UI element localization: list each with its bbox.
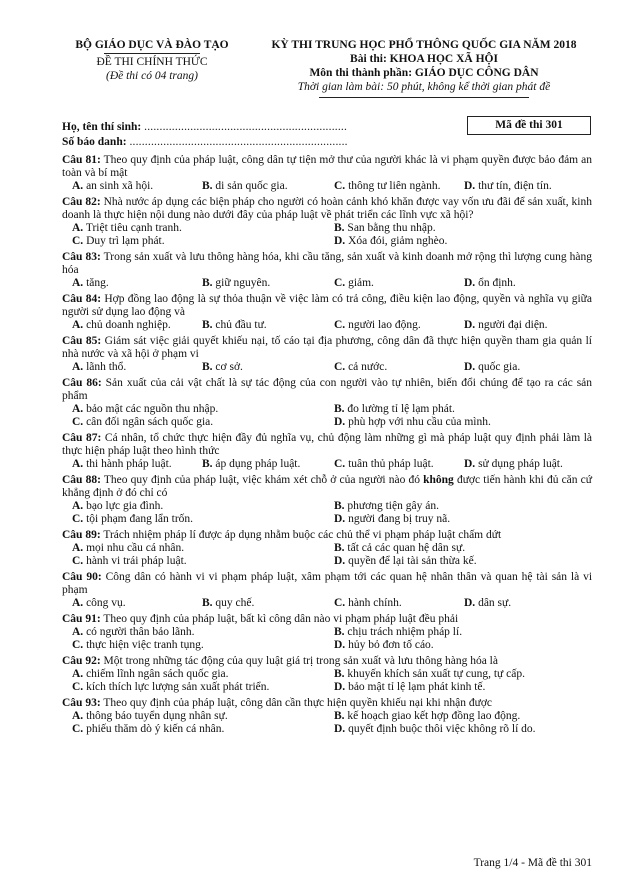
answer-option[interactable] (72, 723, 224, 736)
option-row (62, 681, 592, 694)
question-stem (62, 571, 592, 597)
option-key: A. (72, 319, 84, 331)
option-key: C. (72, 416, 84, 428)
official-label: ĐỀ THI CHÍNH THỨC (96, 56, 208, 68)
question-text: Trách nhiệm pháp lí được áp dụng nhằm buộc các chủ thể vi phạm pháp luật chấm dứt (103, 529, 502, 541)
option-text: chủ doanh nghiệp. (86, 319, 171, 331)
option-text: thông báo tuyển dụng nhân sự. (86, 710, 228, 722)
option-key: A. (72, 361, 84, 373)
option-key: C. (72, 235, 84, 247)
option-row (62, 597, 592, 610)
option-text: có người thân bảo lãnh. (86, 626, 195, 638)
question-text: Theo quy định của pháp luật, việc khám xét chỗ ở của người nào đó (103, 474, 424, 486)
question-number: Câu 81: (62, 154, 101, 166)
ministry-header (52, 38, 252, 83)
answer-option[interactable] (334, 555, 477, 568)
option-text: phù hợp với nhu cầu của mình. (348, 416, 491, 428)
option-text: hành chính. (348, 597, 402, 609)
ministry-name: BỘ GIÁO DỤC VÀ ĐÀO TẠO (75, 39, 229, 51)
option-key: A. (72, 458, 84, 470)
option-text: hủy bỏ đơn tố cáo. (348, 639, 434, 651)
option-key: D. (464, 458, 476, 470)
option-key: A. (72, 277, 84, 289)
question-text: Theo quy định của pháp luật, bất kì công dân nào vi phạm pháp luật đều phải (103, 613, 459, 625)
exam-section: Bài thi: KHOA HỌC XÃ HỘI (350, 53, 498, 65)
answer-option[interactable] (72, 513, 193, 526)
option-text: bạo lực gia đình. (86, 500, 164, 512)
question-number: Câu 88: (62, 474, 101, 486)
answer-option[interactable] (334, 681, 485, 694)
option-key: A. (72, 668, 84, 680)
exam-code-box: Mã đề thi 301 (467, 116, 591, 135)
question-block (62, 154, 592, 193)
question-block (62, 196, 592, 248)
option-row (62, 416, 592, 429)
page-footer: Trang 1/4 - Mã đề thi 301 (473, 857, 592, 869)
option-text: tội phạm đang lẩn trốn. (86, 513, 194, 525)
question-text: Công dân có hành vi vi phạm pháp luật, xâm phạm tới các quan hệ nhân thân và quan hệ tài sản là vi phạm (62, 571, 593, 596)
option-text: giữ nguyên. (215, 277, 271, 289)
question-block (62, 293, 592, 332)
answer-option[interactable] (72, 668, 229, 681)
option-row (62, 626, 592, 639)
question-emphasis: không (423, 474, 454, 486)
question-text: Theo quy định của pháp luật, công dân cần thực hiện quyền khiếu nại khi nhận được (103, 697, 493, 709)
answer-option[interactable] (464, 361, 520, 374)
option-key: A. (72, 222, 84, 234)
question-stem (62, 655, 592, 668)
option-key: D. (334, 416, 346, 428)
question-text: Một trong những tác động của quy luật giá trị trong sản xuất và lưu thông hàng hóa là (103, 655, 498, 667)
option-text: người đại diện. (478, 319, 548, 331)
answer-option[interactable] (202, 361, 243, 374)
question-stem (62, 377, 592, 403)
answer-option[interactable] (334, 416, 491, 429)
option-row (62, 555, 592, 568)
answer-option[interactable] (72, 626, 195, 639)
option-key: A. (72, 500, 84, 512)
question-list (62, 154, 592, 739)
answer-option[interactable] (72, 361, 126, 374)
option-text: người đang bị truy nã. (348, 513, 451, 525)
option-text: an sinh xã hội. (86, 180, 154, 192)
question-stem (62, 293, 592, 319)
option-text: Xóa đói, giảm nghèo. (348, 235, 448, 247)
option-key: C. (72, 555, 84, 567)
option-key: C. (334, 277, 346, 289)
question-block (62, 251, 592, 290)
option-text: thư tín, điện tín. (478, 180, 552, 192)
answer-option[interactable] (202, 597, 254, 610)
question-number: Câu 92: (62, 655, 101, 667)
option-text: quốc gia. (478, 361, 521, 373)
question-stem (62, 251, 592, 277)
option-text: lãnh thổ. (86, 361, 127, 373)
option-key: B. (334, 500, 345, 512)
question-block (62, 655, 592, 694)
option-key: B. (202, 319, 213, 331)
question-stem (62, 432, 592, 458)
answer-option[interactable] (464, 319, 548, 332)
question-number: Câu 84: (62, 293, 102, 305)
option-key: D. (464, 277, 476, 289)
answer-option[interactable] (72, 319, 171, 332)
question-block (62, 432, 592, 471)
option-key: D. (464, 597, 476, 609)
question-number: Câu 93: (62, 697, 101, 709)
option-text: chịu trách nhiệm pháp lí. (347, 626, 463, 638)
answer-option[interactable] (334, 626, 462, 639)
option-text: San bằng thu nhập. (347, 222, 436, 234)
option-text: ổn định. (478, 277, 516, 289)
option-text: cả nước. (348, 361, 388, 373)
question-number: Câu 85: (62, 335, 102, 347)
answer-option[interactable] (72, 597, 126, 610)
question-text: Theo quy định của pháp luật, công dân tự tiện mở thư của người khác là vi phạm quyền được bảo đảm an toàn và bí mật (62, 154, 593, 179)
option-row (62, 277, 592, 290)
option-text: hành vi trái pháp luật. (86, 555, 187, 567)
answer-option[interactable] (464, 597, 511, 610)
option-key: A. (72, 597, 84, 609)
answer-option[interactable] (334, 597, 402, 610)
time-underline (319, 97, 529, 98)
question-text: Sản xuất của cải vật chất là sự tác động của con người vào tự nhiên, biến đổi chúng để tạo ra các sản phẩm (62, 377, 593, 402)
option-row (62, 222, 592, 235)
answer-option[interactable] (202, 277, 270, 290)
option-key: A. (72, 180, 84, 192)
option-key: C. (72, 723, 84, 735)
option-key: D. (464, 319, 476, 331)
answer-option[interactable] (334, 403, 455, 416)
candidate-name-line (62, 120, 462, 135)
candidate-id-line (62, 135, 462, 150)
option-key: B. (202, 361, 213, 373)
option-text: quy chế. (215, 597, 255, 609)
answer-option[interactable] (334, 542, 465, 555)
question-number: Câu 89: (62, 529, 101, 541)
answer-option[interactable] (464, 277, 516, 290)
answer-option[interactable] (334, 180, 441, 193)
option-key: D. (334, 513, 346, 525)
option-text: phiếu thăm dò ý kiến cá nhân. (86, 723, 225, 735)
option-text: bảo mật tỉ lệ lạm phát kinh tế. (348, 681, 486, 693)
option-key: B. (334, 542, 345, 554)
option-text: kích thích lực lượng sản xuất phát triển. (86, 681, 270, 693)
option-text: chiếm lĩnh ngân sách quốc gia. (86, 668, 229, 680)
question-number: Câu 91: (62, 613, 101, 625)
answer-option[interactable] (72, 416, 213, 429)
candidate-id-label: Số báo danh: (62, 136, 127, 148)
answer-option[interactable] (72, 277, 109, 290)
answer-option[interactable] (334, 458, 434, 471)
option-key: B. (202, 180, 213, 192)
answer-option[interactable] (202, 180, 288, 193)
option-row (62, 668, 592, 681)
option-key: D. (464, 361, 476, 373)
ministry-underline (104, 53, 200, 54)
question-text: được tiến hành khi đủ căn cứ khẳng định ở đó chỉ có (62, 474, 592, 499)
question-block (62, 571, 592, 610)
option-text: đo lường tỉ lệ lạm phát. (347, 403, 455, 415)
candidate-name-label: Họ, tên thí sinh: (62, 121, 142, 133)
question-number: Câu 82: (62, 196, 101, 208)
option-row (62, 639, 592, 652)
question-text: Cá nhân, tổ chức thực hiện đầy đủ nghĩa vụ, chủ động làm những gì mà pháp luật quy định phải làm là thực hiện pháp luật theo hình thức (62, 432, 593, 457)
answer-option[interactable] (72, 710, 228, 723)
option-text: người lao động. (348, 319, 421, 331)
question-block (62, 474, 592, 526)
question-stem (62, 154, 592, 180)
answer-option[interactable] (334, 513, 450, 526)
option-text: tăng. (86, 277, 109, 289)
answer-option[interactable] (334, 639, 434, 652)
answer-option[interactable] (334, 723, 536, 736)
option-key: D. (334, 681, 346, 693)
option-key: C. (334, 597, 346, 609)
option-key: A. (72, 403, 84, 415)
option-row (62, 513, 592, 526)
question-block (62, 377, 592, 429)
option-key: C. (334, 361, 346, 373)
question-number: Câu 83: (62, 251, 101, 263)
answer-option[interactable] (72, 681, 269, 694)
question-stem (62, 196, 592, 222)
option-row (62, 710, 592, 723)
option-key: A. (72, 710, 84, 722)
option-key: B. (202, 277, 213, 289)
answer-option[interactable] (72, 500, 163, 513)
option-text: công vụ. (86, 597, 126, 609)
option-text: áp dụng pháp luật. (215, 458, 301, 470)
option-text: tuân thủ pháp luật. (348, 458, 434, 470)
question-stem (62, 474, 592, 500)
answer-option[interactable] (334, 222, 436, 235)
answer-option[interactable] (202, 319, 267, 332)
option-key: A. (72, 542, 84, 554)
option-row (62, 361, 592, 374)
option-key: A. (72, 626, 84, 638)
candidate-id-dots: ....................................................................... (129, 136, 348, 148)
option-text: thực hiện việc tranh tụng. (86, 639, 204, 651)
option-key: B. (334, 626, 345, 638)
question-number: Câu 86: (62, 377, 102, 389)
option-row (62, 235, 592, 248)
option-text: kế hoạch giao kết hợp đồng lao động. (347, 710, 521, 722)
option-key: C. (334, 458, 346, 470)
question-block (62, 697, 592, 736)
question-number: Câu 87: (62, 432, 102, 444)
option-text: sử dụng pháp luật. (478, 458, 563, 470)
option-text: quyết định buộc thôi việc không rõ lí do. (348, 723, 536, 735)
option-text: chủ đầu tư. (215, 319, 267, 331)
option-key: D. (464, 180, 476, 192)
option-text: phương tiện gây án. (347, 500, 439, 512)
answer-option[interactable] (334, 500, 439, 513)
answer-option[interactable] (464, 180, 552, 193)
pages-note: (Đề thi có 04 trang) (106, 70, 198, 82)
option-key: C. (72, 681, 84, 693)
answer-option[interactable] (334, 668, 525, 681)
answer-option[interactable] (72, 222, 182, 235)
option-key: C. (72, 513, 84, 525)
option-key: D. (334, 723, 346, 735)
answer-option[interactable] (72, 542, 184, 555)
option-key: D. (334, 555, 346, 567)
option-row (62, 500, 592, 513)
option-text: quyền để lại tài sản thừa kế. (348, 555, 477, 567)
answer-option[interactable] (202, 458, 300, 471)
exam-title: KỲ THI TRUNG HỌC PHỔ THÔNG QUỐC GIA NĂM 2018 (271, 39, 577, 51)
option-key: B. (334, 403, 345, 415)
option-text: cơ sở. (215, 361, 243, 373)
option-text: di sản quốc gia. (215, 180, 288, 192)
option-text: thi hành pháp luật. (86, 458, 172, 470)
option-key: B. (334, 710, 345, 722)
answer-option[interactable] (334, 235, 447, 248)
option-row (62, 542, 592, 555)
question-text: Nhà nước áp dụng các biện pháp cho người có hoàn cảnh khó khăn được vay vốn ưu đãi để sản xuất, kinh doanh là thực hiện nội dung nào dưới đây của pháp luật về phát triển các lĩnh vực xã hội? (62, 196, 592, 221)
answer-option[interactable] (464, 458, 563, 471)
option-key: C. (334, 319, 346, 331)
option-key: D. (334, 235, 346, 247)
option-text: mọi nhu cầu cá nhân. (86, 542, 185, 554)
question-text: Giám sát việc giải quyết khiếu nại, tố cáo tại địa phương, công dân đã thực hiện quyền tham gia quản lí nhà nước và xã hội ở phạm vi (62, 335, 592, 360)
answer-option[interactable] (72, 235, 165, 248)
question-block (62, 335, 592, 374)
option-text: Duy trì lạm phát. (86, 235, 165, 247)
option-key: B. (202, 597, 213, 609)
exam-header (250, 38, 598, 98)
option-text: cân đối ngân sách quốc gia. (86, 416, 214, 428)
exam-subject: Môn thi thành phần: GIÁO DỤC CÔNG DÂN (309, 67, 539, 79)
question-number: Câu 90: (62, 571, 102, 583)
option-key: D. (334, 639, 346, 651)
question-stem (62, 335, 592, 361)
candidate-name-dots: .................................................................. (144, 121, 348, 133)
question-text: Hợp đồng lao động là sự thỏa thuận về việc làm có trả công, điều kiện lao động, quyền và nghĩa vụ giữa người sử dụng lao động và (62, 293, 593, 318)
option-key: C. (72, 639, 84, 651)
answer-option[interactable] (72, 180, 153, 193)
option-key: B. (202, 458, 213, 470)
question-text: Trong sản xuất và lưu thông hàng hóa, khi cầu tăng, sản xuất và kinh doanh mở rộng thì lượng cung hàng hóa (62, 251, 592, 276)
question-stem (62, 529, 592, 542)
answer-option[interactable] (72, 403, 218, 416)
option-row (62, 180, 592, 193)
option-key: B. (334, 668, 345, 680)
option-text: bảo mật các nguồn thu nhập. (86, 403, 219, 415)
answer-option[interactable] (72, 555, 187, 568)
question-block (62, 613, 592, 652)
option-text: khuyến khích sản xuất tự cung, tự cấp. (347, 668, 525, 680)
option-key: B. (334, 222, 345, 234)
question-block (62, 529, 592, 568)
option-row (62, 458, 592, 471)
question-stem (62, 613, 592, 626)
option-row (62, 319, 592, 332)
answer-option[interactable] (334, 319, 421, 332)
option-key: C. (334, 180, 346, 192)
option-text: thông tư liên ngành. (348, 180, 441, 192)
option-text: giảm. (348, 277, 374, 289)
answer-option[interactable] (334, 710, 520, 723)
candidate-info (62, 120, 462, 150)
answer-option[interactable] (72, 639, 204, 652)
answer-option[interactable] (334, 361, 387, 374)
answer-option[interactable] (334, 277, 374, 290)
answer-option[interactable] (72, 458, 172, 471)
option-row (62, 723, 592, 736)
time-note: Thời gian làm bài: 50 phút, không kể thời gian phát đề (297, 81, 551, 93)
option-text: Triệt tiêu cạnh tranh. (85, 222, 182, 234)
option-text: tất cả các quan hệ dân sự. (347, 542, 466, 554)
question-stem (62, 697, 592, 710)
option-text: dân sự. (478, 597, 512, 609)
option-row (62, 403, 592, 416)
